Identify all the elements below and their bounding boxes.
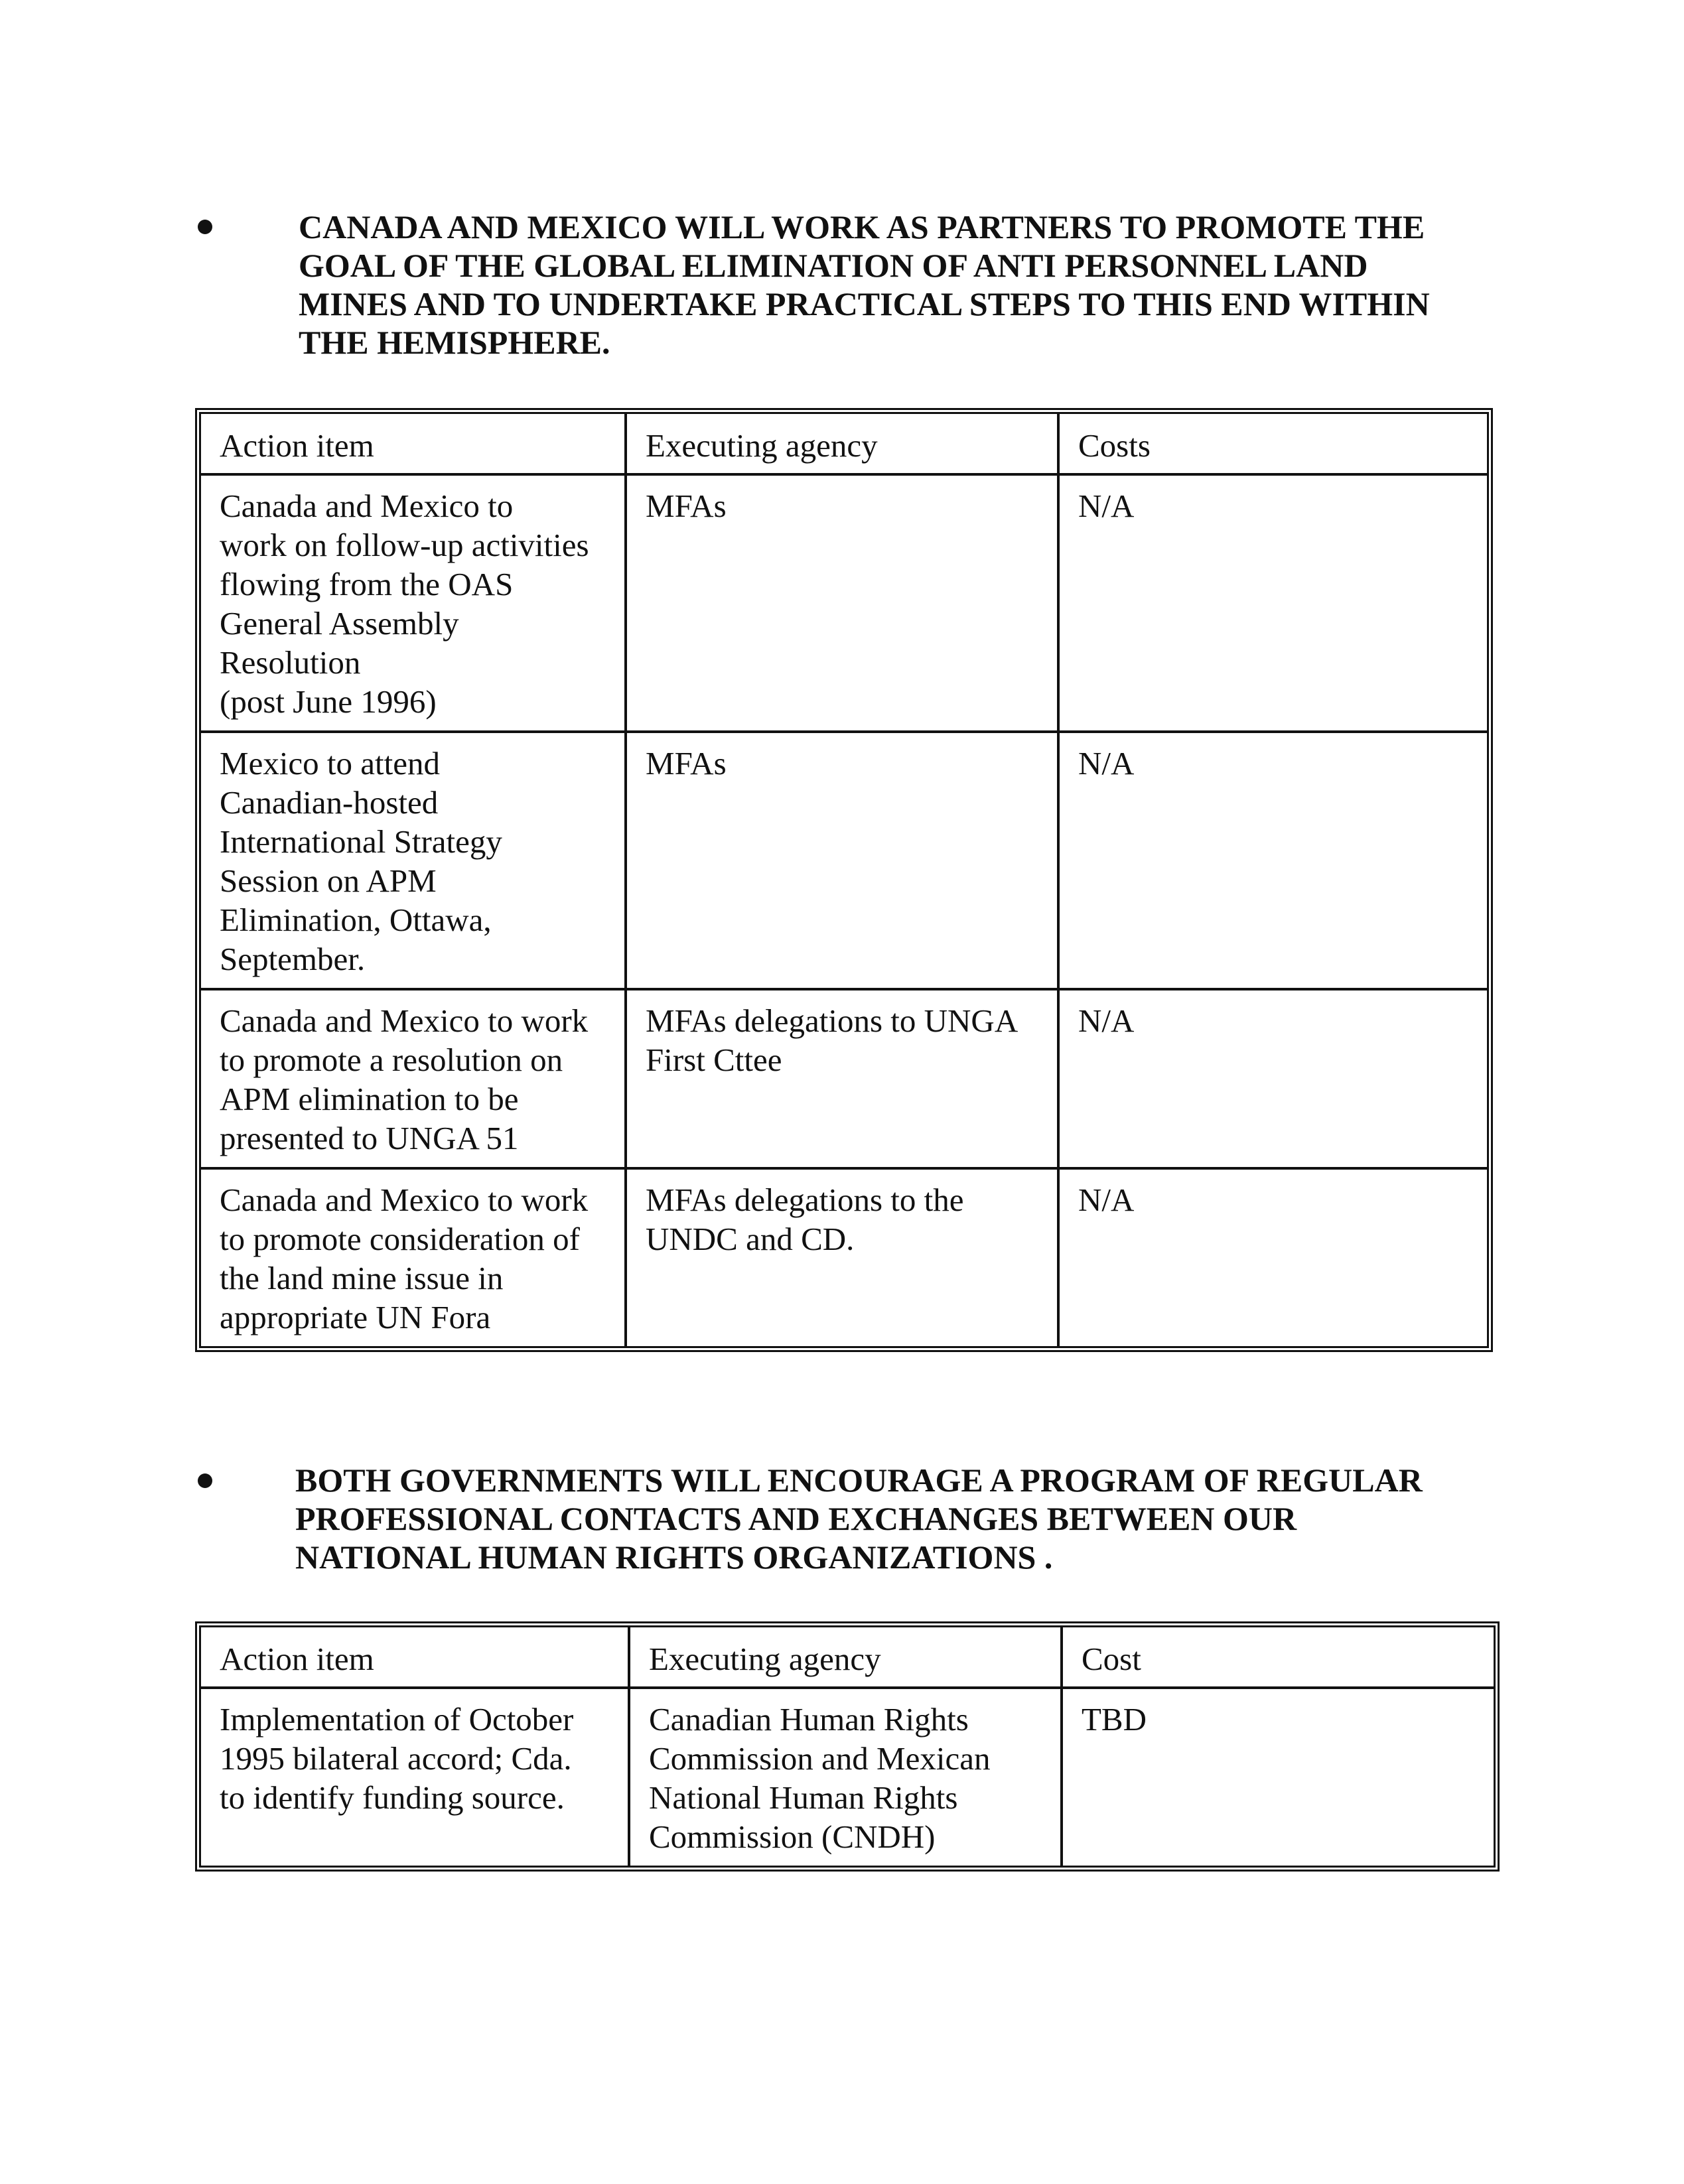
executing-agency-cell: MFAs (627, 476, 1060, 733)
action-item-cell: Canada and Mexico to work to promote a resolution on APM elimination to be presented to UNGA 51 (201, 990, 627, 1170)
cost-cell: N/A (1060, 476, 1487, 733)
section-heading: BOTH GOVERNMENTS WILL ENCOURAGE A PROGRAM OF REGULAR PROFESSIONAL CONTACTS AND EXCHANGES BETWEEN OUR NATIONAL HUMAN RIGHTS ORGANIZATIONS . (295, 1462, 1423, 1576)
table-row (201, 1689, 1494, 1866)
action-table (195, 408, 1493, 1352)
table-header-row (201, 414, 1487, 476)
table-row (201, 733, 1487, 990)
action-item-cell: Implementation of October 1995 bilateral accord; Cda. to identify funding source. (201, 1689, 630, 1866)
column-header: Executing agency (627, 414, 1060, 476)
table-row (201, 990, 1487, 1170)
action-item-cell: Mexico to attend Canadian-hosted International Strategy Session on APM Elimination, Ottawa, September. (201, 733, 627, 990)
cost-cell: N/A (1060, 733, 1487, 990)
executing-agency-cell: MFAs delegations to UNGA First Cttee (627, 990, 1060, 1170)
action-table (195, 1621, 1500, 1872)
action-item-cell: Canada and Mexico to work to promote consideration of the land mine issue in appropriate UN Fora (201, 1170, 627, 1346)
column-header: Costs (1060, 414, 1487, 476)
column-header: Action item (201, 1627, 630, 1689)
cost-cell: N/A (1078, 1182, 1135, 1218)
column-header: Action item (201, 414, 627, 476)
bullet-icon (198, 220, 212, 234)
executing-agency-cell: Canadian Human Rights Commission and Mexican National Human Rights Commission (CNDH) (630, 1689, 1063, 1866)
bullet-icon (198, 1473, 212, 1488)
table-header-row (201, 1627, 1494, 1689)
action-item-cell: Canada and Mexico to work on follow-up activities flowing from the OAS General Assembly Resolution (post June 1996) (201, 476, 627, 733)
executing-agency-cell: MFAs delegations to the UNDC and CD. (627, 1170, 1060, 1346)
section-heading: CANADA AND MEXICO WILL WORK AS PARTNERS TO PROMOTE THE GOAL OF THE GLOBAL ELIMINATION OF ANTI PERSONNEL LAND MINES AND TO UNDERTAKE PRACTICAL STEPS TO THIS END WITHIN THE HEMISPHERE. (299, 208, 1430, 361)
table-row (201, 1170, 1487, 1346)
column-header: Executing agency (630, 1627, 1063, 1689)
executing-agency-cell: MFAs (627, 733, 1060, 990)
table-row (201, 476, 1487, 733)
cost-cell: TBD (1082, 1701, 1147, 1738)
column-header: Cost (1063, 1627, 1494, 1689)
cost-cell: N/A (1060, 990, 1487, 1170)
